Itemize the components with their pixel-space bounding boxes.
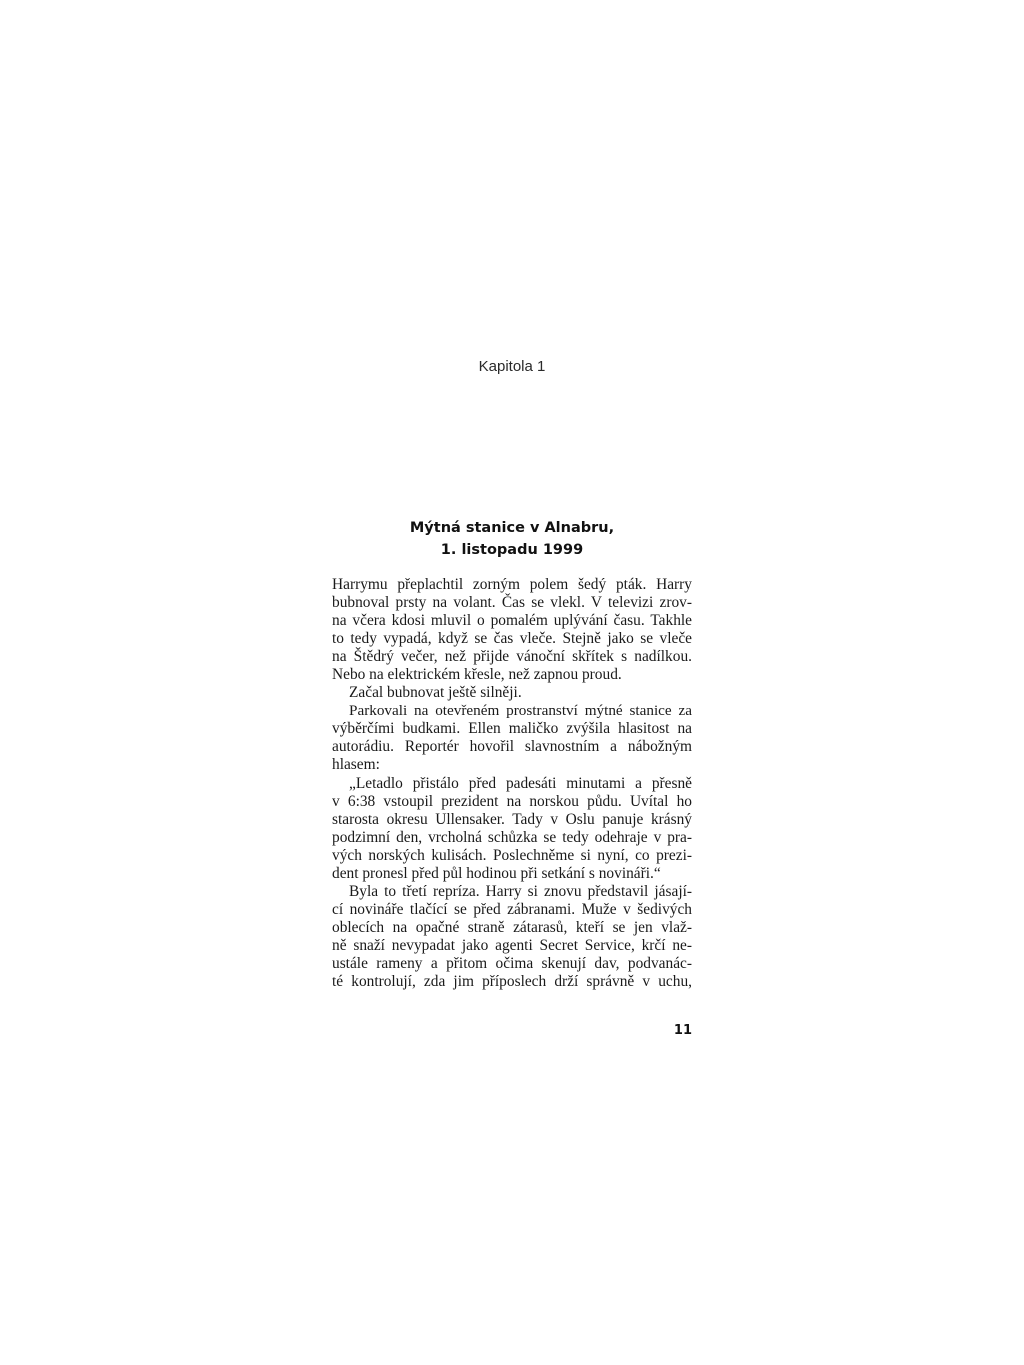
text-line: té kontrolují, zda jim příposlech drží správně v uchu,	[332, 973, 692, 991]
text-line: ustále rameny a přitom očima skenují dav, podvanác-	[332, 954, 692, 972]
paragraph	[332, 702, 692, 774]
text-line: Nebo na elektrickém křesle, než zapnou proud.	[332, 666, 622, 684]
text-line: to tedy vypadá, když se čas vleče. Stejně jako se vleče	[332, 630, 692, 648]
paragraph	[332, 576, 692, 684]
text-line: podzimní den, vrcholná schůzka se tedy odehraje v pra-	[332, 828, 692, 846]
chapter-title	[0, 517, 1024, 561]
text-line: vých norských kulisách. Poslechněme si nyní, co prezi-	[332, 846, 692, 864]
text-line: oblecích na opačné straně zátarasů, kteří se jen vlaž-	[332, 918, 692, 936]
text-line: bubnoval prsty na volant. Čas se vlekl. V televizi zrov-	[332, 594, 692, 612]
text-line: cí novináře tlačící se před zábranami. Muže v šedivých	[332, 900, 692, 918]
text-line: Byla to třetí repríza. Harry si znovu představil jásají-	[349, 882, 692, 900]
paragraph	[332, 883, 692, 991]
text-line: autorádiu. Reportér hovořil slavnostním a nábožným	[332, 738, 692, 756]
chapter-label: Kapitola 1	[478, 358, 546, 375]
text-line: na Štědrý večer, než přijde vánoční skřítek s nadílkou.	[332, 648, 692, 666]
paragraph	[332, 684, 692, 702]
text-line: výběrčími budkami. Ellen maličko zvýšila hlasitost na	[332, 720, 692, 738]
text-line: Harrymu přeplachtil zorným polem šedý pták. Harry	[332, 576, 692, 593]
text-line: „Letadlo přistálo před padesáti minutami a přesně	[349, 774, 692, 792]
text-line: na včera kdosi mluvil o pomalém uplývání času. Takhle	[332, 612, 692, 630]
body-text	[332, 576, 692, 991]
paragraph	[332, 775, 692, 883]
text-line: Parkovali na otevřeném prostranství mýtné stanice za	[349, 702, 692, 720]
page-number: 11	[673, 1023, 692, 1038]
text-line: ně snaží nevypadat jako agenti Secret Service, krčí ne-	[332, 936, 692, 954]
text-line: starosta okresu Ullensaker. Tady v Oslu panuje krásný	[332, 810, 692, 828]
text-line: hlasem:	[332, 756, 380, 774]
text-line: v 6:38 vstoupil prezident na norskou půdu. Uvítal ho	[332, 792, 692, 810]
chapter-title-line-1: Mýtná stanice v Alnabru,	[409, 520, 615, 536]
text-line: Začal bubnovat ještě silněji.	[349, 684, 522, 702]
text-line: dent pronesl před půl hodinou při setkání s novináři.“	[332, 864, 661, 882]
chapter-title-line-2: 1. listopadu 1999	[440, 542, 584, 558]
